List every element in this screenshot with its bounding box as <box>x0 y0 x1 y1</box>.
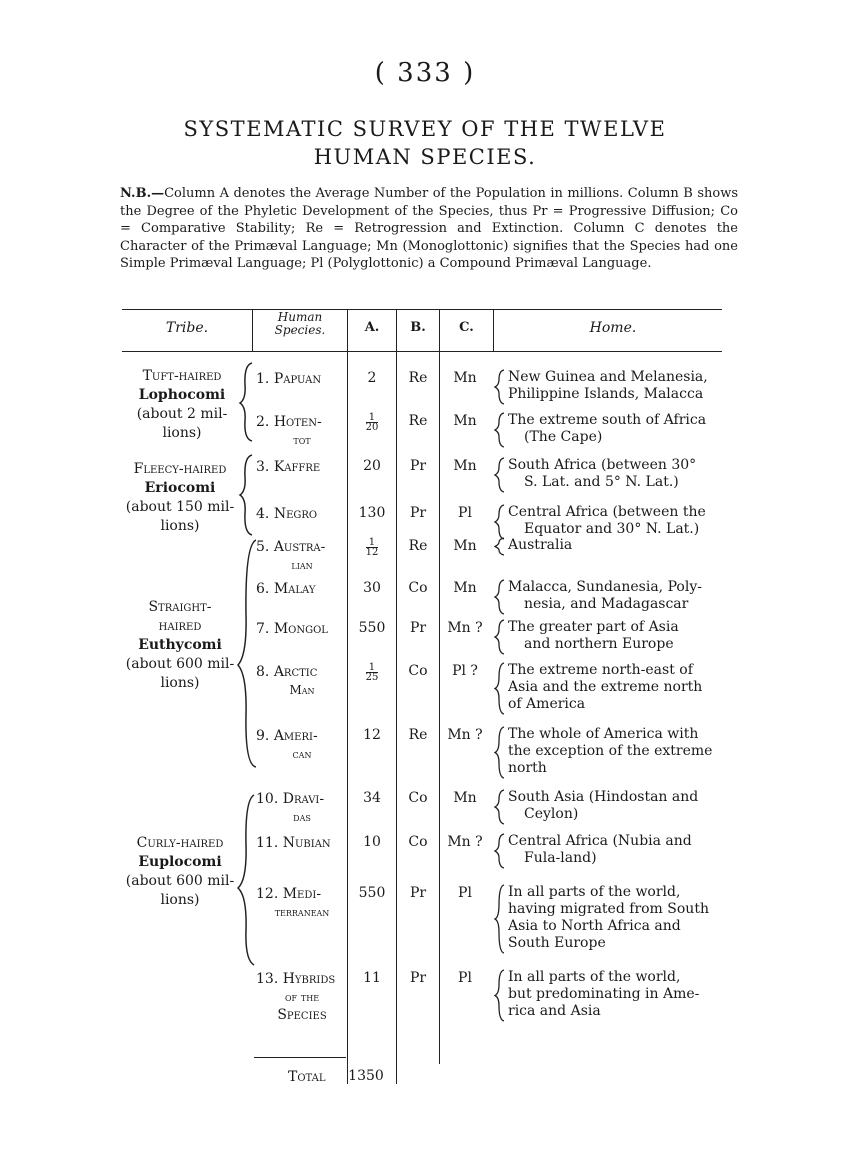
tribe-name: Fleecy-haired <box>133 461 227 477</box>
species-name <box>256 580 348 598</box>
species-number: 1. <box>256 371 270 387</box>
home-text <box>508 789 732 823</box>
species-name <box>256 538 348 574</box>
home-line: South Europe <box>508 935 606 951</box>
value-a: 11 <box>363 970 381 986</box>
home-line: nesia, and Madagascar <box>524 596 689 612</box>
page-title-line-1: SYSTEMATIC SURVEY OF THE TWELVE <box>183 117 667 141</box>
tribe-curly-haired <box>112 834 248 910</box>
home-line: Asia and the extreme north <box>508 679 703 695</box>
home-line: In all parts of the world, <box>508 969 681 985</box>
home-line: S. Lat. and 5° N. Lat.) <box>524 474 679 490</box>
value-c: Mn <box>453 538 477 554</box>
tribe-name: Straight- <box>148 599 212 615</box>
total-label: Total <box>288 1069 326 1085</box>
species-number: 2. <box>256 414 270 430</box>
value-a: 20 <box>363 458 381 474</box>
home-text <box>508 579 732 613</box>
species-name <box>256 834 348 852</box>
tribe-count-cont: lions) <box>162 425 202 441</box>
value-b: Co <box>408 790 428 806</box>
species-name-line-1: Hoten- <box>273 414 322 430</box>
home-line: rica and Asia <box>508 1003 601 1019</box>
tribe-count-cont: lions) <box>160 892 200 908</box>
home-line: having migrated from South <box>508 901 709 917</box>
home-text <box>508 619 732 653</box>
page-number: ( 333 ) <box>374 58 476 88</box>
species-name-line-1: Hybrids <box>282 971 336 987</box>
home-line: South Africa (between 30° <box>508 457 697 473</box>
value-a: 30 <box>363 580 381 596</box>
value-b: Pr <box>409 505 427 521</box>
value-a: 34 <box>363 790 381 806</box>
species-name-line-1: Dravi- <box>282 791 325 807</box>
fraction-numerator: 1 <box>368 412 376 423</box>
fraction-denominator: 12 <box>365 547 379 558</box>
value-c: Pl <box>458 505 472 521</box>
species-name-line-1: Malay <box>273 581 316 597</box>
fraction <box>366 538 379 557</box>
value-a: 2 <box>367 370 377 386</box>
home-brace <box>494 578 506 616</box>
species-name <box>256 790 348 826</box>
value-b: Re <box>408 727 428 743</box>
home-brace <box>494 411 506 449</box>
table-header-rule <box>122 351 722 352</box>
species-name-line-1: Negro <box>273 506 318 522</box>
brace-tuft <box>240 363 252 441</box>
home-brace <box>494 968 506 1023</box>
value-c: Pl <box>458 970 472 986</box>
value-c: Mn ? <box>447 727 483 743</box>
home-text <box>508 833 732 867</box>
fraction-numerator: 1 <box>368 537 376 548</box>
species-name-line-1: Kaffre <box>273 459 321 475</box>
note-text: Column A denotes the Average Number of the Population in millions. Column B shows the Degree of the Phyletic Development of the Species, thus Pr = Progressive Diffusion; Co = Comparative Stability; Re = Retrogression and Extinction. Column C denotes the Character of the Primæval Language; Mn (Monoglottonic) signifies that the Species had one Simple Primæval Language; Pl (Polyglottonic) a Compound Primæval Language. <box>120 186 738 271</box>
species-name-line-2: terranean <box>274 905 330 919</box>
home-line: of America <box>508 696 586 712</box>
tribe-straight-haired <box>112 598 248 693</box>
species-name-line-1: Papuan <box>273 371 322 387</box>
fraction-denominator: 25 <box>365 672 379 683</box>
species-name <box>256 885 348 921</box>
home-line: Central Africa (Nubia and <box>508 833 692 849</box>
species-number: 6. <box>256 581 270 597</box>
species-name-line-1: Ameri- <box>273 728 318 744</box>
home-line: South Asia (Hindostan and <box>508 789 699 805</box>
tribe-count-cont: lions) <box>160 675 200 691</box>
tribe-count-cont: lions) <box>160 518 200 534</box>
value-b: Re <box>408 538 428 554</box>
column-rule-tribe <box>252 309 253 351</box>
species-name-line-1: Mongol <box>273 621 328 637</box>
home-line: Fula-land) <box>524 850 597 866</box>
species-number: 5. <box>256 539 270 555</box>
explanatory-note <box>120 185 738 273</box>
species-number: 7. <box>256 621 270 637</box>
species-number: 10. <box>256 791 279 807</box>
home-brace <box>494 788 506 826</box>
species-name-line-3: Species <box>277 1007 327 1023</box>
species-name <box>256 413 348 449</box>
total-value: 1350 <box>348 1068 384 1084</box>
species-name-line-1: Nubian <box>282 835 331 851</box>
species-number: 12. <box>256 886 279 902</box>
home-text <box>508 884 732 952</box>
home-line: Central Africa (between the <box>508 504 706 520</box>
species-name <box>256 458 348 476</box>
value-a: 130 <box>358 505 386 521</box>
home-line: The whole of America with <box>508 726 699 742</box>
value-c: Pl <box>458 885 472 901</box>
home-text <box>508 537 732 554</box>
home-line: Asia to North Africa and <box>508 918 681 934</box>
species-name <box>256 505 348 523</box>
home-line: but predominating in Ame- <box>508 986 700 1002</box>
value-b: Pr <box>409 620 427 636</box>
home-brace <box>494 618 506 656</box>
home-text <box>508 662 732 713</box>
value-a: 550 <box>358 620 386 636</box>
tribe-count: (about 600 mil- <box>125 656 235 672</box>
value-c: Mn <box>453 580 477 596</box>
value-b: Co <box>408 580 428 596</box>
value-b: Re <box>408 413 428 429</box>
value-c: Mn <box>453 458 477 474</box>
home-text <box>508 726 732 777</box>
home-brace <box>494 661 506 716</box>
species-name <box>256 620 348 638</box>
value-b: Re <box>408 370 428 386</box>
tribe-name-cont: haired <box>158 618 202 634</box>
value-a <box>348 538 396 557</box>
brace-straight <box>238 540 256 767</box>
fraction-numerator: 1 <box>368 662 376 673</box>
header-home: Home. <box>589 320 637 336</box>
tribe-tuft-haired <box>118 367 246 443</box>
species-name <box>256 727 348 763</box>
home-line: north <box>508 760 547 776</box>
home-line: Philippine Islands, Malacca <box>508 386 704 402</box>
value-c: Pl ? <box>452 663 478 679</box>
tribe-count: (about 600 mil- <box>125 873 235 889</box>
species-name-line-1: Arctic <box>273 664 318 680</box>
species-number: 4. <box>256 506 270 522</box>
home-text <box>508 412 732 446</box>
fraction <box>366 413 379 432</box>
fraction-denominator: 20 <box>365 422 379 433</box>
home-line: Malacca, Sundanesia, Poly- <box>508 579 702 595</box>
tribe-count: (about 150 mil- <box>125 499 235 515</box>
home-line: Ceylon) <box>524 806 579 822</box>
header-b: B. <box>410 320 426 335</box>
value-b: Pr <box>409 458 427 474</box>
home-line: The greater part of Asia <box>508 619 679 635</box>
total-rule <box>254 1057 346 1058</box>
header-species-line-1: Human <box>277 310 323 324</box>
tribe-latin: Eriocomi <box>144 480 216 496</box>
tribe-name: Tuft-haired <box>142 368 222 384</box>
home-text <box>508 369 732 403</box>
header-a: A. <box>364 320 380 335</box>
value-b: Co <box>408 834 428 850</box>
species-name-line-2: tot <box>293 433 311 447</box>
header-species <box>254 311 346 337</box>
value-a <box>348 663 396 682</box>
note-lead: N.B.— <box>120 186 165 201</box>
species-name-line-2: lian <box>291 558 313 572</box>
species-name-line-2: Man <box>289 683 315 697</box>
page-title-line-2: HUMAN SPECIES. <box>313 145 537 169</box>
species-name-line-1: Austra- <box>273 539 326 555</box>
header-species-line-2: Species. <box>274 323 326 337</box>
value-c: Mn <box>453 413 477 429</box>
home-line: The extreme north-east of <box>508 662 693 678</box>
home-line: and northern Europe <box>524 636 674 652</box>
species-name-line-1: Medi- <box>282 886 322 902</box>
tribe-latin: Euthycomi <box>138 637 222 653</box>
home-line: Equator and 30° N. Lat.) <box>524 521 700 537</box>
home-line: the exception of the extreme <box>508 743 713 759</box>
home-brace <box>494 368 506 406</box>
home-brace <box>494 883 506 955</box>
species-name <box>256 970 348 1024</box>
home-brace <box>494 832 506 870</box>
home-text <box>508 457 732 491</box>
home-brace <box>494 536 506 557</box>
value-c: Mn <box>453 790 477 806</box>
fraction <box>366 663 379 682</box>
species-name-line-2: of the <box>284 990 320 1004</box>
tribe-count: (about 2 mil- <box>136 406 228 422</box>
value-a: 10 <box>363 834 381 850</box>
species-number: 3. <box>256 459 270 475</box>
tribe-latin: Euplocomi <box>138 854 222 870</box>
value-b: Co <box>408 663 428 679</box>
home-line: Australia <box>508 537 573 553</box>
tribe-braces <box>236 355 256 1075</box>
value-c: Mn <box>453 370 477 386</box>
species-name-line-2: das <box>293 810 311 824</box>
home-line: (The Cape) <box>524 429 603 445</box>
value-c: Mn ? <box>447 620 483 636</box>
value-c: Mn ? <box>447 834 483 850</box>
header-c: C. <box>459 320 474 335</box>
species-name-line-2: can <box>292 747 312 761</box>
brace-curly <box>238 795 254 965</box>
home-brace <box>494 456 506 494</box>
home-brace <box>494 725 506 780</box>
tribe-name: Curly-haired <box>136 835 224 851</box>
tribe-latin: Lophocomi <box>138 387 226 403</box>
home-line: The extreme south of Africa <box>508 412 707 428</box>
home-text <box>508 969 732 1020</box>
table-top-rule <box>122 309 722 310</box>
species-number: 9. <box>256 728 270 744</box>
home-text <box>508 504 732 538</box>
value-a <box>348 413 396 432</box>
header-tribe: Tribe. <box>165 320 209 336</box>
species-name <box>256 663 348 699</box>
tribe-fleecy-haired <box>112 460 248 536</box>
value-a: 550 <box>358 885 386 901</box>
value-b: Pr <box>409 885 427 901</box>
home-line: In all parts of the world, <box>508 884 681 900</box>
species-number: 11. <box>256 835 279 851</box>
species-number: 13. <box>256 971 279 987</box>
value-b: Pr <box>409 970 427 986</box>
brace-fleecy <box>240 455 252 535</box>
value-a: 12 <box>363 727 381 743</box>
home-line: New Guinea and Melanesia, <box>508 369 708 385</box>
species-number: 8. <box>256 664 270 680</box>
species-name <box>256 370 348 388</box>
